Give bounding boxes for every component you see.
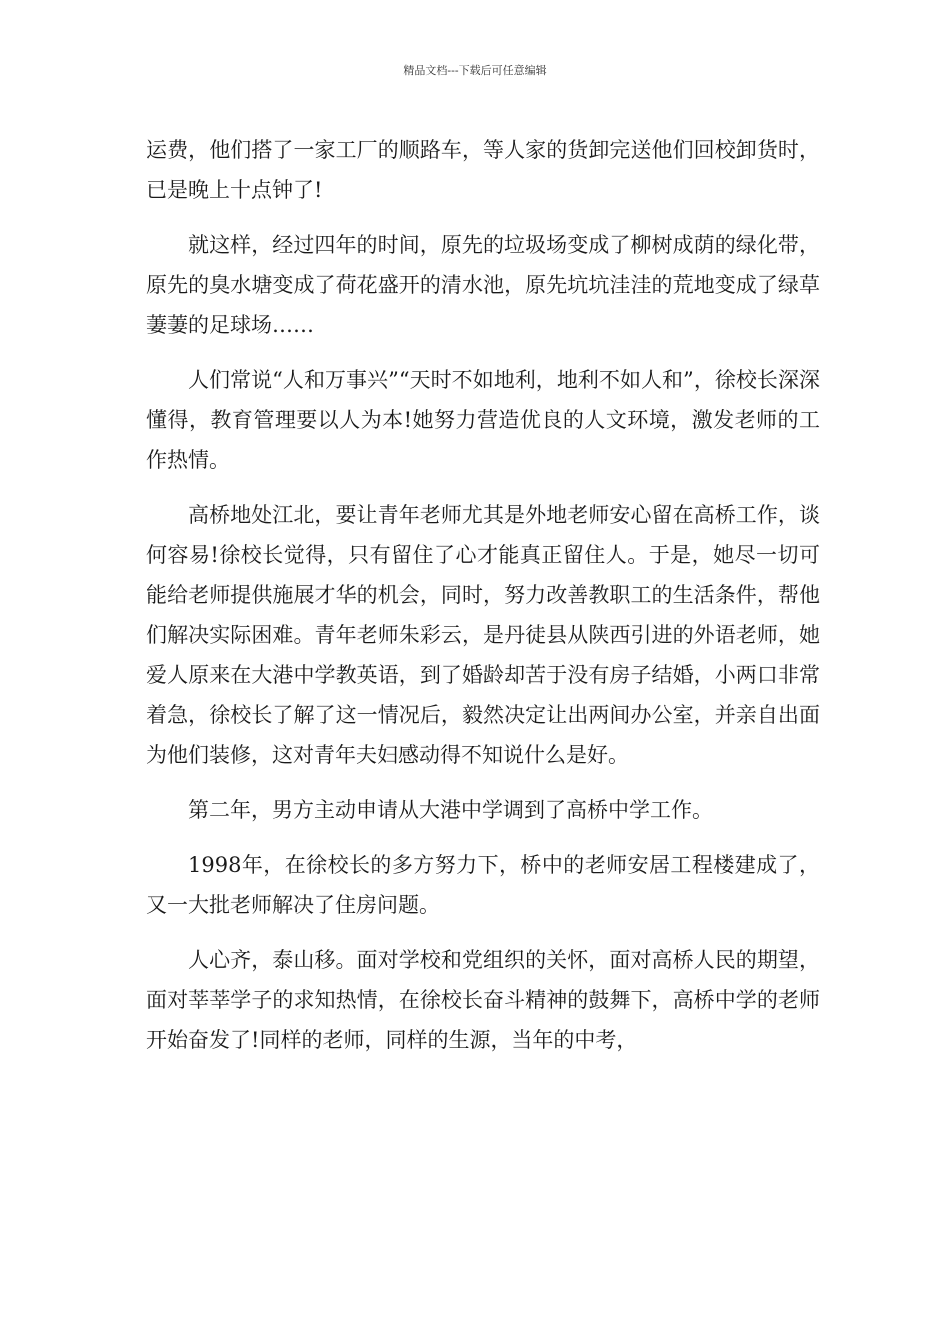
- paragraph-4: 高桥地处江北，要让青年老师尤其是外地老师安心留在高桥工作，谈何容易!徐校长觉得，只有留住了心才能真正留住人。于是，她尽一切可能给老师提供施展才华的机会，同时，努力改善教职工的生活条件，帮他们解决实际困难。青年老师朱彩云，是丹徒县从陕西引进的外语老师，她爱人原来在大港中学教英语，到了婚龄却苦于没有房子结婚，小两口非常着急，徐校长了解了这一情况后，毅然决定让出两间办公室，并亲自出面为他们装修，这对青年夫妇感动得不知说什么是好。: [146, 503, 820, 767]
- paragraph-1: 运费，他们搭了一家工厂的顺路车，等人家的货卸完送他们回校卸货时，已是晚上十点钟了!: [146, 138, 820, 202]
- paragraph-5: 第二年，男方主动申请从大港中学调到了高桥中学工作。: [188, 798, 713, 822]
- document-body: [146, 130, 820, 1075]
- paragraph-6: 1998年，在徐校长的多方努力下，桥中的老师安居工程楼建成了，又一大批老师解决了住房问题。: [146, 853, 820, 917]
- paragraph-7: 人心齐，泰山移。面对学校和党组织的关怀，面对高桥人民的期望，面对莘莘学子的求知热情，在徐校长奋斗精神的鼓舞下，高桥中学的老师开始奋发了!同样的老师，同样的生源，当年的中考，: [146, 948, 820, 1052]
- paragraph-2: 就这样，经过四年的时间，原先的垃圾场变成了柳树成荫的绿化带，原先的臭水塘变成了荷花盛开的清水池，原先坑坑洼洼的荒地变成了绿草萋萋的足球场……: [146, 233, 820, 337]
- page-header: 精品文档---下载后可任意编辑: [403, 64, 547, 77]
- paragraph-3: 人们常说“人和万事兴”“天时不如地利，地利不如人和”，徐校长深深懂得，教育管理要以人为本!她努力营造优良的人文环境，激发老师的工作热情。: [146, 368, 820, 472]
